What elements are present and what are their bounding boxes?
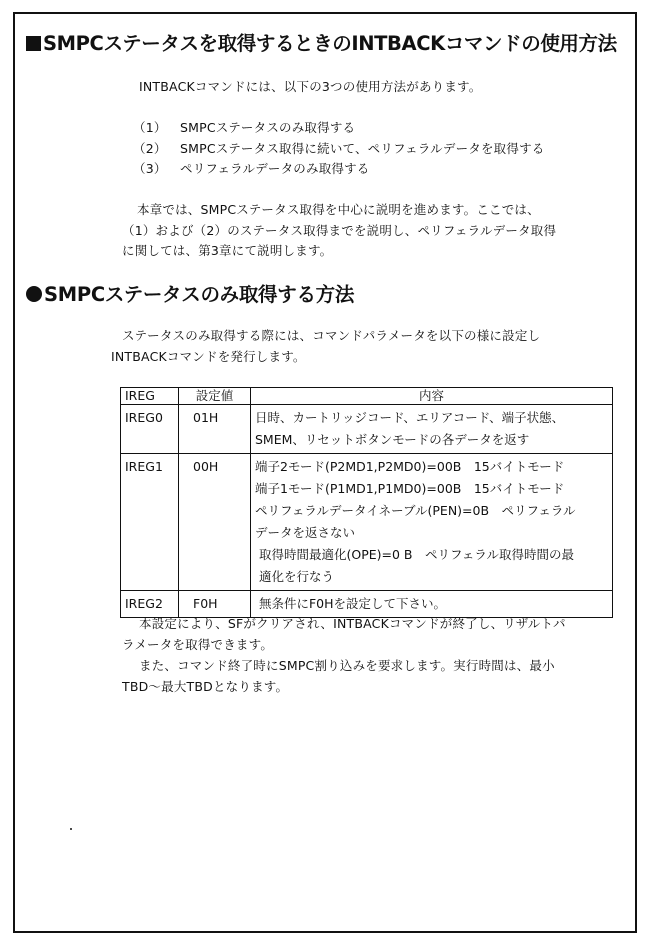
method-number: （1）: [133, 120, 167, 135]
closing-line: TBD〜最大TBDとなります。: [122, 679, 289, 694]
content-line: SMEM、リセットボタンモードの各データを返す: [255, 432, 530, 447]
chapter-note-line: 本章では、SMPCステータス取得を中心に説明を進めます。ここでは、: [137, 202, 540, 217]
method-text: SMPCステータス取得に続いて、ペリフェラルデータを取得する: [180, 141, 545, 156]
register-table: [120, 387, 613, 618]
content-line: データを返さない: [255, 525, 356, 540]
table-cell-value: 00H: [179, 454, 251, 591]
table-cell-reg: IREG1: [121, 454, 179, 591]
closing-line: ラメータを取得できます。: [122, 637, 274, 652]
section-title: [26, 279, 354, 307]
chapter-note-line: に関しては、第3章にて説明します。: [122, 243, 333, 258]
closing-line: また、コマンド終了時にSMPC割り込みを要求します。実行時間は、最小: [139, 658, 555, 673]
table-header-ireg: IREG: [121, 388, 179, 405]
section-intro-line: ステータスのみ取得する際には、コマンドパラメータを以下の様に設定し: [122, 328, 541, 343]
intro-text: INTBACKコマンドには、以下の3つの使用方法があります。: [139, 79, 482, 94]
table-cell-content: [251, 454, 613, 591]
content-line: 無条件にF0Hを設定して下さい。: [255, 596, 447, 611]
table-header-content: 内容: [251, 388, 613, 405]
method-text: ペリフェラルデータのみ取得する: [180, 161, 370, 176]
table-header-row: [121, 388, 613, 405]
black-square-bullet-icon: [26, 36, 41, 51]
table-header-value: 設定値: [179, 388, 251, 405]
section-intro-line: INTBACKコマンドを発行します。: [111, 349, 306, 364]
table-cell-reg: IREG0: [121, 405, 179, 454]
table-cell-value: 01H: [179, 405, 251, 454]
content-line: 適化を行なう: [255, 569, 334, 584]
page-title: [26, 28, 617, 56]
section-title-text: SMPCステータスのみ取得する方法: [44, 283, 355, 306]
page-title-text: SMPCステータスを取得するときのINTBACKコマンドの使用方法: [43, 32, 617, 55]
table-cell-value: F0H: [179, 591, 251, 618]
content-line: 取得時間最適化(OPE)=0 B ペリフェラル取得時間の最: [255, 547, 574, 562]
method-number: （3）: [133, 161, 167, 176]
content-line: 端子1モード(P1MD1,P1MD0)=00B 15バイトモード: [255, 481, 565, 496]
black-circle-bullet-icon: [26, 286, 42, 302]
content-line: 日時、カートリッジコード、エリアコード、端子状態、: [255, 410, 565, 425]
chapter-note-line: （1）および（2）のステータス取得までを説明し、ペリフェラルデータ取得: [122, 223, 557, 238]
method-number: （2）: [133, 141, 167, 156]
table-cell-reg: IREG2: [121, 591, 179, 618]
table-cell-content: [251, 405, 613, 454]
closing-line: 本設定により、SFがクリアされ、INTBACKコマンドが終了し、リザルトパ: [139, 616, 566, 631]
stray-mark: [70, 828, 72, 830]
table-row: [121, 454, 613, 591]
method-text: SMPCステータスのみ取得する: [180, 120, 356, 135]
content-line: 端子2モード(P2MD1,P2MD0)=00B 15バイトモード: [255, 459, 565, 474]
table-row: [121, 405, 613, 454]
content-line: ペリフェラルデータイネーブル(PEN)=0B ペリフェラル: [255, 503, 576, 518]
